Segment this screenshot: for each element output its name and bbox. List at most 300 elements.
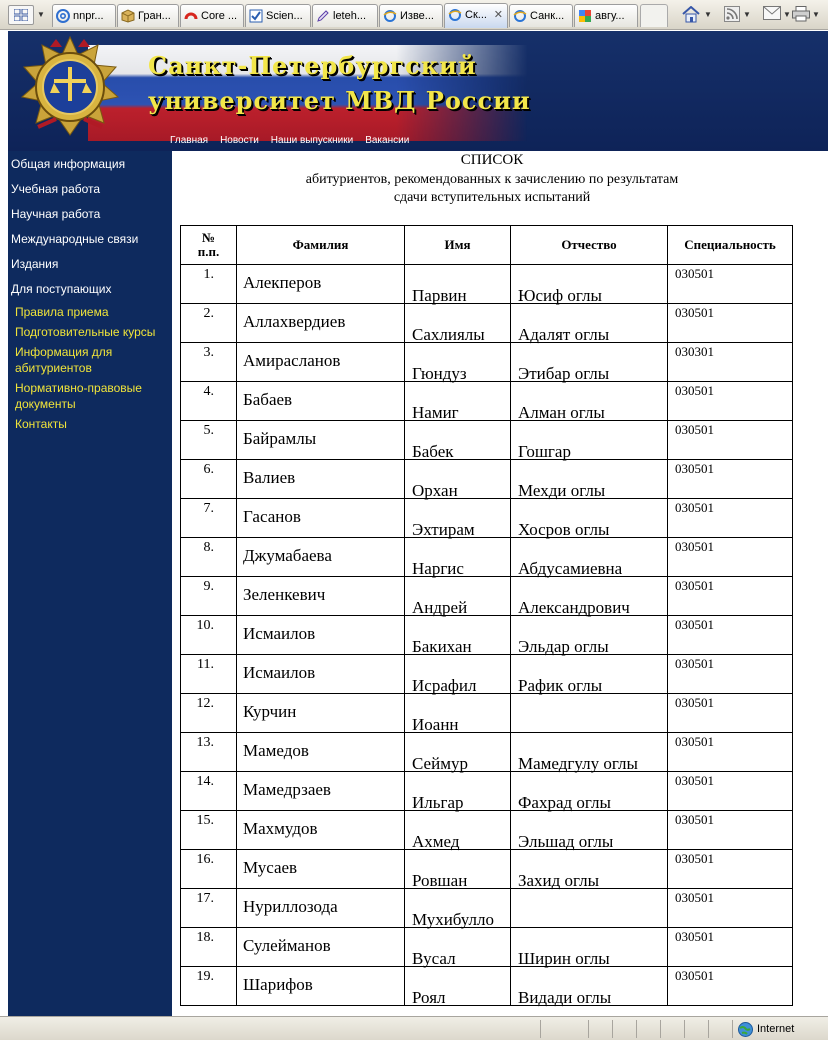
row-number [181,889,237,928]
table-row [181,694,793,733]
name-cell [405,304,511,343]
web-page [0,31,828,1016]
at-icon [56,9,70,23]
home-dropdown-icon[interactable]: ▼ [704,10,712,19]
specialty-cell-text: 030501 [675,968,714,983]
specialty-cell [668,421,793,460]
name-cell-text: Эхтирам [412,520,475,539]
browser-tab-3[interactable] [180,4,244,27]
header-name: Имя [405,226,511,265]
patronymic-cell [511,928,668,967]
sidebar-subitem-contacts[interactable] [15,416,67,432]
row-number-text: 5. [203,423,214,438]
patronymic-cell [511,421,668,460]
sidebar-item-general-info[interactable]: Общая информация [11,157,126,171]
header-patronymic: Отчество [511,226,668,265]
row-number-text: 18. [196,930,214,945]
feeds-icon[interactable] [724,6,740,24]
table-row [181,538,793,577]
patronymic-cell [511,616,668,655]
browser-tab-5[interactable] [312,4,378,27]
quick-tabs-button[interactable] [8,5,34,25]
row-number [181,928,237,967]
patronymic-cell-text: Этибар оглы [518,364,610,383]
status-divider [708,1020,709,1038]
name-cell-text: Иоанн [412,715,459,734]
name-cell-text: Парвин [412,286,467,305]
specialty-cell [668,928,793,967]
patronymic-cell-text: Алман оглы [518,403,605,422]
specialty-cell-text: 030501 [675,305,714,320]
name-cell [405,694,511,733]
emblem-icon [18,35,122,139]
header-number-line1: № [201,230,216,245]
name-cell-text: Ахмед [412,832,460,851]
row-number [181,694,237,733]
specialty-cell [668,265,793,304]
patronymic-cell-text: Гошгар [518,442,571,461]
name-cell-text: Ровшан [412,871,468,890]
patronymic-cell [511,538,668,577]
mail-dropdown-icon[interactable]: ▼ [783,10,791,19]
specialty-cell [668,967,793,1006]
name-cell-text: Исрафил [412,676,477,695]
name-cell-text: Андрей [412,598,468,617]
list-subheading-line-2: сдачи вступительных испытаний [393,190,591,205]
name-cell-text: Роял [412,988,446,1007]
specialty-cell [668,772,793,811]
name-cell-text: Орхан [412,481,458,500]
specialty-cell [668,733,793,772]
surname-cell-text: Курчин [243,702,297,721]
row-number-text: 15. [196,813,214,828]
name-cell [405,850,511,889]
status-divider [612,1020,613,1038]
patronymic-cell [511,304,668,343]
surname-cell [237,343,405,382]
sidebar-subitem-prep-courses[interactable] [15,324,155,340]
row-number-text: 8. [203,540,214,555]
table-row [181,655,793,694]
row-number [181,421,237,460]
row-number [181,499,237,538]
patronymic-cell-text: Адалят оглы [518,325,610,344]
header-number-line2: п.п. [197,244,220,259]
patronymic-cell [511,655,668,694]
name-cell [405,343,511,382]
subitem-label: Нормативно-правовые [15,381,142,395]
patronymic-cell-text: Юсиф оглы [518,286,602,305]
name-cell-text: Гюндуз [412,364,467,383]
row-number-text: 11. [197,657,214,672]
patronymic-cell [511,499,668,538]
table-row [181,811,793,850]
name-cell-text: Бакихан [412,637,472,656]
surname-cell [237,889,405,928]
surname-cell [237,304,405,343]
nav-link-graduates[interactable]: Наши выпускники [270,135,354,146]
surname-cell-text: Мамедов [243,741,309,760]
name-cell-text: Мухибулло [412,910,495,929]
nav-link-home[interactable]: Главная [170,135,209,146]
name-cell [405,655,511,694]
globe-icon [738,1022,753,1037]
google-icon [578,9,592,23]
print-icon[interactable] [792,6,810,24]
surname-cell [237,577,405,616]
patronymic-cell-text: Абдусамиевна [518,559,623,578]
table-row [181,343,793,382]
specialty-cell-text: 030301 [675,344,714,359]
row-number [181,850,237,889]
surname-cell-text: Мусаев [243,858,298,877]
row-number [181,967,237,1006]
grid-icon [14,9,28,21]
subitem-label: абитуриентов [15,361,92,375]
name-cell-text: Сахлиялы [412,325,485,344]
name-cell [405,616,511,655]
sidebar-subitem-applicant-info[interactable] [15,344,112,376]
specialty-cell-text: 030501 [675,383,714,398]
patronymic-cell [511,382,668,421]
name-cell [405,538,511,577]
browser-tab-active[interactable] [444,3,508,28]
sidebar-subitem-legal-docs[interactable] [15,380,142,412]
specialty-cell [668,499,793,538]
tab-list-dropdown[interactable]: ▼ [37,10,45,19]
list-subheading-line-1: абитуриентов, рекомендованных к зачислению по результатам [305,172,679,187]
sidebar-item-science[interactable]: Научная работа [11,207,101,221]
header-surname: Фамилия [237,226,405,265]
patronymic-cell [511,265,668,304]
table-row [181,460,793,499]
surname-cell-text: Зеленкевич [243,585,326,604]
patronymic-cell-text: Мамедгулу оглы [518,754,638,773]
name-cell [405,772,511,811]
specialty-cell [668,343,793,382]
table-row [181,577,793,616]
surname-cell [237,850,405,889]
table-row [181,772,793,811]
surname-cell-text: Гасанов [243,507,301,526]
specialty-cell-text: 030501 [675,656,714,671]
sidebar-subitem-admission-rules[interactable] [15,304,109,320]
row-number [181,811,237,850]
browser-tab-6[interactable] [379,4,443,27]
main-content [172,151,828,1016]
surname-cell [237,928,405,967]
surname-cell [237,811,405,850]
table-row [181,304,793,343]
pen-icon [316,9,330,23]
specialty-cell [668,655,793,694]
patronymic-cell-text: Фахрад оглы [518,793,611,812]
row-number-text: 10. [196,618,214,633]
header-specialty: Специальность [668,226,793,265]
row-number-text: 17. [196,891,214,906]
name-cell-text: Вусал [412,949,456,968]
row-number-text: 13. [196,735,214,750]
specialty-cell-text: 030501 [675,929,714,944]
security-zone[interactable] [738,1021,794,1037]
tab-label: leteh... [333,10,367,22]
tab-label: Core ... [201,10,238,22]
specialty-cell [668,850,793,889]
specialty-cell [668,811,793,850]
browser-tab-4[interactable] [245,4,311,27]
row-number-text: 9. [203,579,214,594]
status-divider [660,1020,661,1038]
patronymic-cell-text: Захид оглы [518,871,600,890]
nav-link-news[interactable]: Новости [220,135,259,146]
name-cell-text: Намиг [412,403,459,422]
specialty-cell-text: 030501 [675,695,714,710]
patronymic-cell [511,889,668,928]
surname-cell [237,733,405,772]
row-number [181,460,237,499]
specialty-cell-text: 030501 [675,422,714,437]
subitem-label: Информация для [15,345,113,359]
print-dropdown-icon[interactable]: ▼ [812,10,820,19]
status-divider [732,1020,733,1038]
sidebar-item-education[interactable]: Учебная работа [11,182,101,196]
new-tab-button[interactable] [640,4,668,27]
subitem-label: Правила приема [15,305,109,319]
row-number-text: 3. [203,345,214,360]
site-title-line-1: Санкт-Петербургский [148,51,477,80]
table-header-row [181,226,793,265]
row-number-text: 2. [203,306,214,321]
name-cell [405,577,511,616]
patronymic-cell [511,850,668,889]
patronymic-cell [511,460,668,499]
specialty-cell-text: 030501 [675,266,714,281]
mail-icon[interactable] [763,6,781,24]
list-heading: СПИСОК [460,152,524,168]
surname-cell [237,772,405,811]
surname-cell [237,655,405,694]
table-row [181,265,793,304]
patronymic-cell [511,772,668,811]
name-cell [405,967,511,1006]
patronymic-cell [511,694,668,733]
row-number-text: 6. [203,462,214,477]
name-cell [405,382,511,421]
row-number [181,382,237,421]
specialty-cell [668,889,793,928]
tab-label: авгу... [595,10,625,22]
patronymic-cell-text: Ширин оглы [518,949,610,968]
patronymic-cell [511,967,668,1006]
name-cell-text: Бабек [412,442,454,461]
patronymic-cell-text: Мехди оглы [518,481,606,500]
name-cell [405,499,511,538]
row-number [181,733,237,772]
row-number-text: 19. [196,969,214,984]
patronymic-cell [511,811,668,850]
surname-cell-text: Исмаилов [243,624,316,643]
specialty-cell-text: 030501 [675,773,714,788]
patronymic-cell-text: Видади оглы [518,988,612,1007]
surname-cell-text: Сулейманов [243,936,331,955]
patronymic-cell-text: Хосров оглы [518,520,610,539]
surname-cell [237,499,405,538]
ie-icon [448,8,462,22]
sidebar-menu [8,151,172,1016]
specialty-cell [668,577,793,616]
tab-label: Scien... [266,10,303,22]
specialty-cell-text: 030501 [675,500,714,515]
table-row [181,499,793,538]
table-row [181,382,793,421]
surname-cell [237,616,405,655]
site-title-line-2: университет МВД России [148,86,531,115]
tab-label: Гран... [138,10,171,22]
check-doc-icon [249,9,263,23]
name-cell [405,421,511,460]
row-number [181,304,237,343]
specialty-cell [668,460,793,499]
surname-cell [237,694,405,733]
name-cell-text: Ильгар [412,793,464,812]
table-row [181,889,793,928]
table-row [181,733,793,772]
ie-page-icon [383,9,397,23]
status-divider [636,1020,637,1038]
row-number-text: 1. [203,267,214,282]
row-number-text: 4. [203,384,214,399]
surname-cell-text: Амирасланов [243,351,341,370]
specialty-cell-text: 030501 [675,539,714,554]
box-icon [121,9,135,23]
patronymic-cell-text: Эльдар оглы [518,637,609,656]
row-number-text: 14. [196,774,214,789]
table-row [181,967,793,1006]
patronymic-cell [511,733,668,772]
surname-cell [237,421,405,460]
feeds-dropdown-icon[interactable]: ▼ [743,10,751,19]
name-cell [405,265,511,304]
surname-cell-text: Джумабаева [243,546,332,565]
tab-label: Ск... [465,9,487,21]
tab-label: Изве... [400,10,434,22]
patronymic-cell-text: Эльшад оглы [518,832,614,851]
specialty-cell [668,304,793,343]
home-icon[interactable] [682,6,700,24]
name-cell-text: Сеймур [412,754,468,773]
row-number [181,616,237,655]
surname-cell [237,265,405,304]
sidebar-item-international[interactable]: Международные связи [11,232,139,246]
surname-cell-text: Алекперов [243,273,322,292]
table-row [181,421,793,460]
name-cell [405,811,511,850]
specialty-cell-text: 030501 [675,890,714,905]
patronymic-cell [511,577,668,616]
table-row [181,928,793,967]
status-divider [684,1020,685,1038]
browser-tab-1[interactable] [52,4,116,27]
core-icon [184,9,198,23]
row-number [181,655,237,694]
nav-link-vacancies[interactable]: Вакансии [365,135,410,146]
surname-cell-text: Аллахвердиев [243,312,346,331]
table-row [181,616,793,655]
specialty-cell-text: 030501 [675,617,714,632]
tab-label: nnpr... [73,10,104,22]
sidebar-item-applicants[interactable]: Для поступающих [11,282,112,296]
patronymic-cell [511,343,668,382]
close-tab-icon[interactable]: ✕ [493,9,503,21]
specialty-cell-text: 030501 [675,578,714,593]
patronymic-cell-text: Александрович [518,598,630,617]
table-row [181,850,793,889]
surname-cell-text: Махмудов [243,819,318,838]
browser-tab-8[interactable] [509,4,573,27]
applicants-table [180,225,793,1006]
specialty-cell [668,382,793,421]
subitem-label: Контакты [15,417,67,431]
surname-cell-text: Нуриллозода [243,897,338,916]
site-header [8,31,828,151]
surname-cell-text: Исмаилов [243,663,316,682]
name-cell [405,889,511,928]
status-divider [588,1020,589,1038]
row-number [181,538,237,577]
top-navigation [170,135,421,146]
subitem-label: документы [15,397,76,411]
surname-cell-text: Бабаев [243,390,293,409]
specialty-cell [668,616,793,655]
row-number-text: 12. [196,696,214,711]
row-number [181,265,237,304]
surname-cell [237,460,405,499]
specialty-cell [668,538,793,577]
subitem-label: Подготовительные курсы [15,325,156,339]
surname-cell-text: Валиев [243,468,296,487]
browser-status-bar [0,1016,828,1040]
surname-cell [237,382,405,421]
name-cell [405,733,511,772]
row-number [181,577,237,616]
status-divider [540,1020,541,1038]
surname-cell [237,538,405,577]
ie-icon [513,9,527,23]
specialty-cell-text: 030501 [675,734,714,749]
specialty-cell-text: 030501 [675,851,714,866]
surname-cell-text: Байрамлы [243,429,317,448]
specialty-cell-text: 030501 [675,461,714,476]
row-number [181,772,237,811]
surname-cell-text: Мамедрзаев [243,780,331,799]
tab-label: Санк... [530,10,565,22]
surname-cell-text: Шарифов [243,975,313,994]
row-number [181,343,237,382]
specialty-cell [668,694,793,733]
name-cell [405,460,511,499]
row-number-text: 16. [196,852,214,867]
browser-tab-9[interactable] [574,4,638,27]
specialty-cell-text: 030501 [675,812,714,827]
browser-tab-strip [0,0,828,30]
zone-label: Internet [757,1023,795,1035]
header-number [181,226,237,265]
name-cell-text: Наргис [412,559,464,578]
surname-cell [237,967,405,1006]
sidebar-item-publications[interactable]: Издания [11,257,59,271]
name-cell [405,928,511,967]
browser-tab-2[interactable] [117,4,179,27]
